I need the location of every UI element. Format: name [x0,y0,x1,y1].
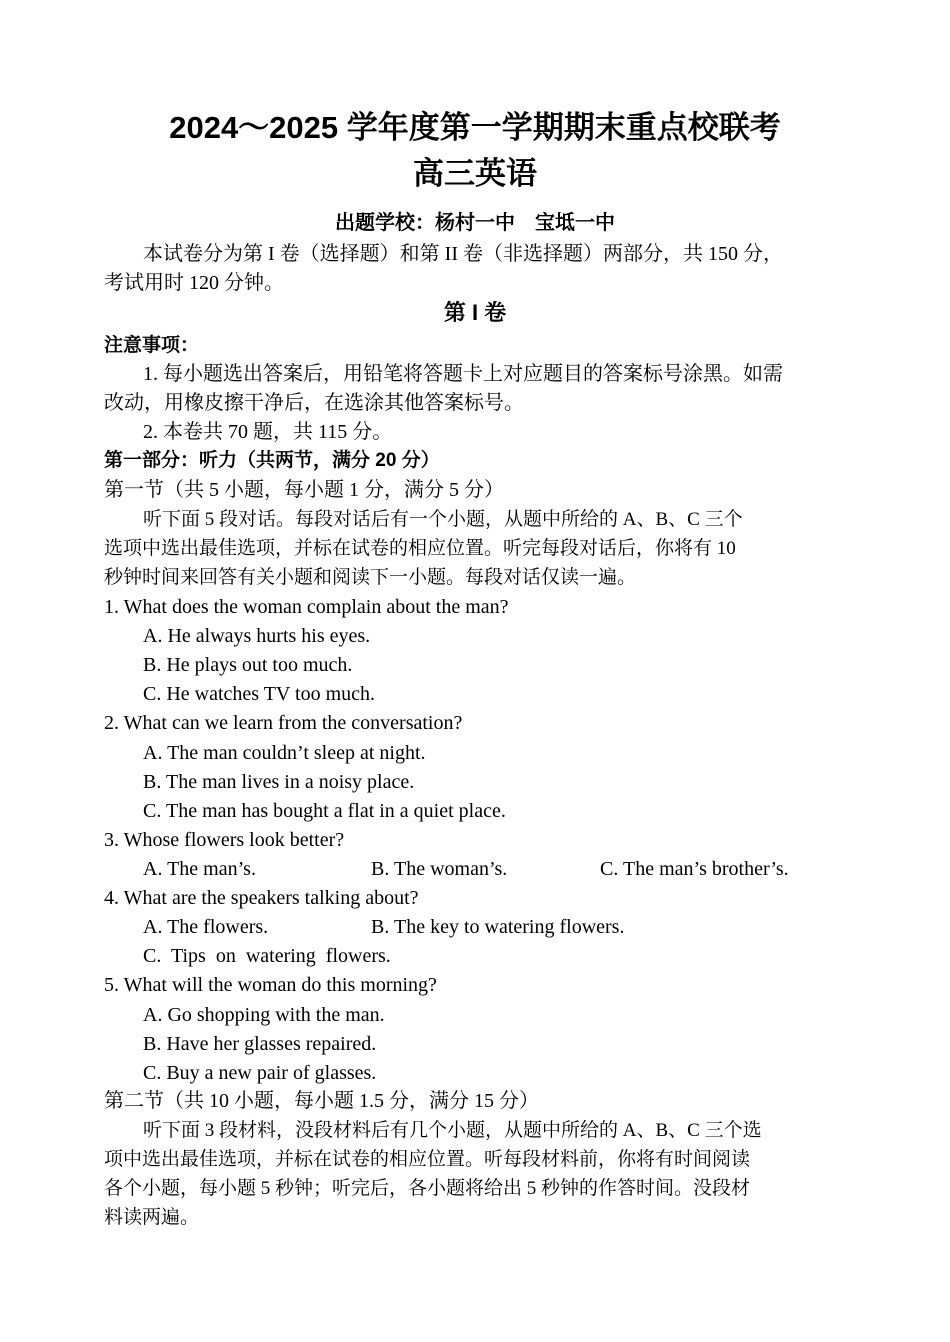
intro-line-2: 考试用时 120 分钟。 [104,272,284,294]
setter-schools: 出题学校：杨村一中 宝坻一中 [335,212,615,234]
section2-directions-line-3: 各个小题，每小题 5 秒钟；听完后，各小题将给出 5 秒钟的作答时间。没段材 [104,1178,751,1199]
question-option: C. The man’s brother’s. [600,858,789,880]
question-option: A. He always hurts his eyes. [143,625,371,647]
exam-subject: 高三英语 [413,156,537,191]
question-stem: 1. What does the woman complain about the man? [104,596,509,618]
notes-item-1-line-2: 改动，用橡皮擦干净后，在选涂其他答案标号。 [104,392,524,414]
question-option: C. The man has bought a flat in a quiet place. [143,800,506,822]
volume-title: 第 I 卷 [443,300,507,325]
section1-directions-line-3: 秒钟时间来回答有关小题和阅读下一小题。每段对话仅读一遍。 [104,567,637,588]
question-option: B. He plays out too much. [143,654,353,676]
notes-item-1-line-1: 1. 每小题选出答案后，用铅笔将答题卡上对应题目的答案标号涂黑。如需 [143,363,783,385]
section1-directions-line-1: 听下面 5 段对话。每段对话后有一个小题，从题中所给的 A、B、C 三个 [143,509,743,530]
question-stem: 2. What can we learn from the conversation? [104,712,463,734]
question-option: B. The woman’s. [371,858,508,880]
intro-line-1: 本试卷分为第 I 卷（选择题）和第 II 卷（非选择题）两部分，共 150 分， [143,243,783,265]
question-option: C. Tips on watering flowers. [143,945,391,967]
question-option: B. The key to watering flowers. [371,916,625,938]
question-option: A. Go shopping with the man. [143,1004,385,1026]
exam-title: 2024～2025 学年度第一学期期末重点校联考 [169,110,781,145]
question-stem: 3. Whose flowers look better? [104,829,345,851]
section1-title: 第一节（共 5 小题，每小题 1 分，满分 5 分） [104,479,504,501]
section2-directions-line-4: 料读两遍。 [104,1207,200,1228]
section1-directions-line-2: 选项中选出最佳选项，并标在试卷的相应位置。听完每段对话后，你将有 10 [104,538,736,559]
section2-directions-line-2: 项中选出最佳选项，并标在试卷的相应位置。听每段材料前，你将有时间阅读 [104,1149,751,1170]
notes-heading: 注意事项： [104,335,200,356]
question-option: C. He watches TV too much. [143,683,376,705]
question-option: B. Have her glasses repaired. [143,1033,377,1055]
question-option: B. The man lives in a noisy place. [143,771,415,793]
question-stem: 4. What are the speakers talking about? [104,887,419,909]
notes-item-2: 2. 本卷共 70 题，共 115 分。 [143,421,393,443]
question-option: C. Buy a new pair of glasses. [143,1062,377,1084]
question-stem: 5. What will the woman do this morning? [104,974,437,996]
question-option: A. The flowers. [143,916,269,938]
question-option: A. The man couldn’t sleep at night. [143,742,426,764]
section2-directions-line-1: 听下面 3 段材料，没段材料后有几个小题，从题中所给的 A、B、C 三个选 [143,1120,762,1141]
section2-title: 第二节（共 10 小题，每小题 1.5 分，满分 15 分） [104,1090,539,1112]
part1-heading: 第一部分：听力（共两节，满分 20 分） [104,450,440,471]
question-option: A. The man’s. [143,858,256,880]
